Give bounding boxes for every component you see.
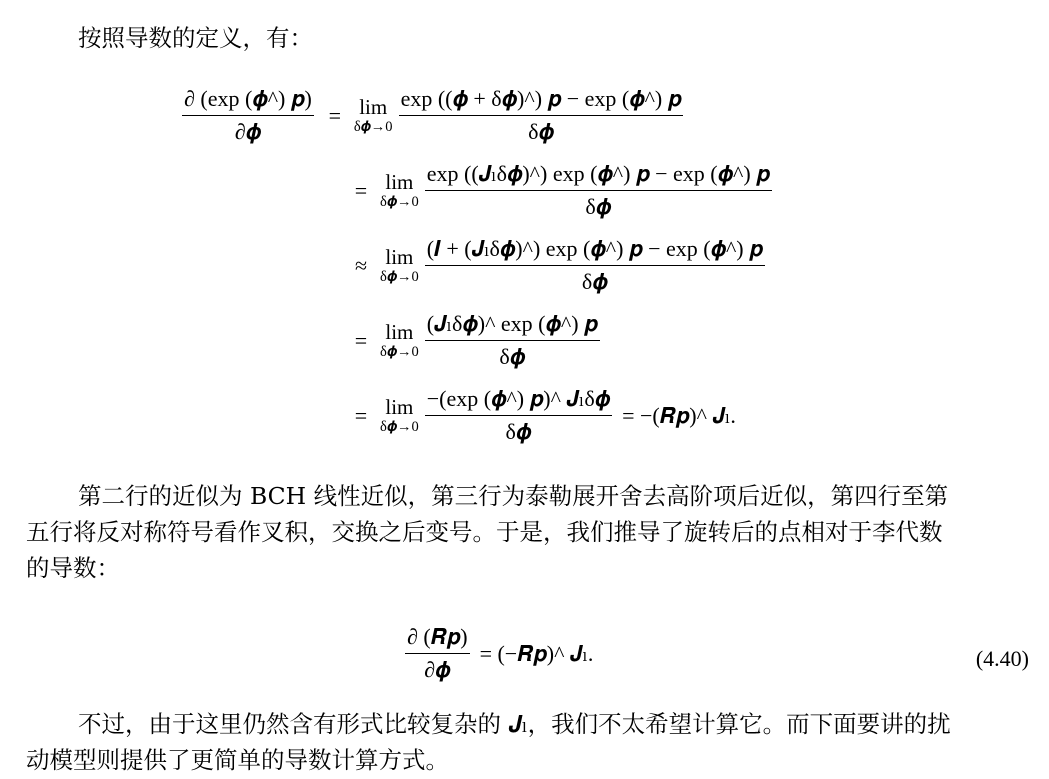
equation-numerator: ∂ (𝑹𝒑) xyxy=(407,624,468,649)
paragraph-line: 第二行的近似为 BCH 线性近似，第三行为泰勒展开舍去高阶项后近似，第四行至第 xyxy=(78,482,949,510)
limit-op-label: lim xyxy=(385,319,414,344)
equation-row xyxy=(405,626,593,681)
step-fraction xyxy=(425,313,600,368)
step-denominator: δ𝝓 xyxy=(585,194,612,220)
paragraph-line: 的导数： xyxy=(26,554,120,582)
derivation-step-2 xyxy=(346,163,772,218)
step-fraction xyxy=(399,88,684,143)
limit-subscript: δ𝝓→0 xyxy=(380,268,419,285)
relation-sign: = xyxy=(328,102,342,128)
derivation-result: = −(𝑹𝒑)^ 𝑱ₗ. xyxy=(622,402,736,428)
step-fraction xyxy=(425,238,765,293)
equation-fraction xyxy=(405,626,470,681)
relation-sign: = xyxy=(354,327,368,353)
step-numerator: −(exp (𝝓^) 𝒑)^ 𝑱ₗδ𝝓 xyxy=(426,386,611,411)
closing-paragraph xyxy=(0,706,1030,778)
limit-operator xyxy=(353,94,393,135)
step-denominator: δ𝝓 xyxy=(581,269,608,295)
limit-op-label: lim xyxy=(359,94,388,119)
step-numerator: exp ((𝝓 + δ𝝓)^) 𝒑 − exp (𝝓^) 𝒑 xyxy=(400,86,682,111)
limit-subscript: δ𝝓→0 xyxy=(353,118,393,135)
step-denominator: δ𝝓 xyxy=(528,119,554,145)
step-numerator: (𝑰 + (𝑱ₗδ𝝓)^) exp (𝝓^) 𝒑 − exp (𝝓^) 𝒑 xyxy=(426,236,763,261)
derivation-step-4 xyxy=(346,313,600,368)
paragraph-line: 五行将反对称符号看作叉积，交换之后变号。于是，我们推导了旋转后的点相对于李代数 xyxy=(26,518,943,546)
relation-sign: ≈ xyxy=(354,252,368,278)
step-fraction xyxy=(425,388,612,443)
lhs-fraction xyxy=(182,88,314,143)
limit-op-label: lim xyxy=(385,244,414,269)
relation-sign: = xyxy=(354,177,368,203)
limit-operator xyxy=(380,394,419,435)
limit-operator xyxy=(380,169,419,210)
derivation-step-3 xyxy=(346,238,765,293)
equation-number: (4.40) xyxy=(975,646,1029,671)
derivation-step-1 xyxy=(182,88,683,143)
explanation-paragraph xyxy=(0,478,1030,586)
step-denominator: δ𝝓 xyxy=(499,344,526,370)
relation-sign: = xyxy=(354,402,368,428)
lhs-denominator: ∂𝝓 xyxy=(234,119,262,145)
limit-operator xyxy=(380,244,419,285)
equation-denominator: ∂𝝓 xyxy=(424,657,451,683)
limit-op-label: lim xyxy=(385,169,414,194)
intro-text: 按照导数的定义，有： xyxy=(78,24,313,52)
paragraph-line: 不过，由于这里仍然含有形式比较复杂的 𝑱ₗ，我们不太希望计算它。而下面要讲的扰 xyxy=(78,710,951,738)
derivation-step-5 xyxy=(346,388,736,443)
paragraph-line: 动模型则提供了更简单的导数计算方式。 xyxy=(26,746,449,774)
equation-4-40 xyxy=(0,620,1049,700)
limit-op-label: lim xyxy=(385,394,414,419)
lhs-numerator: ∂ (exp (𝝓^) 𝒑) xyxy=(184,86,312,111)
step-denominator: δ𝝓 xyxy=(505,419,532,445)
limit-subscript: δ𝝓→0 xyxy=(380,343,419,360)
limit-subscript: δ𝝓→0 xyxy=(380,193,419,210)
equation-rhs: = (−𝑹𝒑)^ 𝑱ₗ. xyxy=(479,640,594,666)
limit-subscript: δ𝝓→0 xyxy=(380,418,419,435)
step-numerator: exp ((𝑱ₗδ𝝓)^) exp (𝝓^) 𝒑 − exp (𝝓^) 𝒑 xyxy=(426,161,770,186)
step-numerator: (𝑱ₗδ𝝓)^ exp (𝝓^) 𝒑 xyxy=(426,311,598,336)
limit-operator xyxy=(380,319,419,360)
step-fraction xyxy=(425,163,772,218)
